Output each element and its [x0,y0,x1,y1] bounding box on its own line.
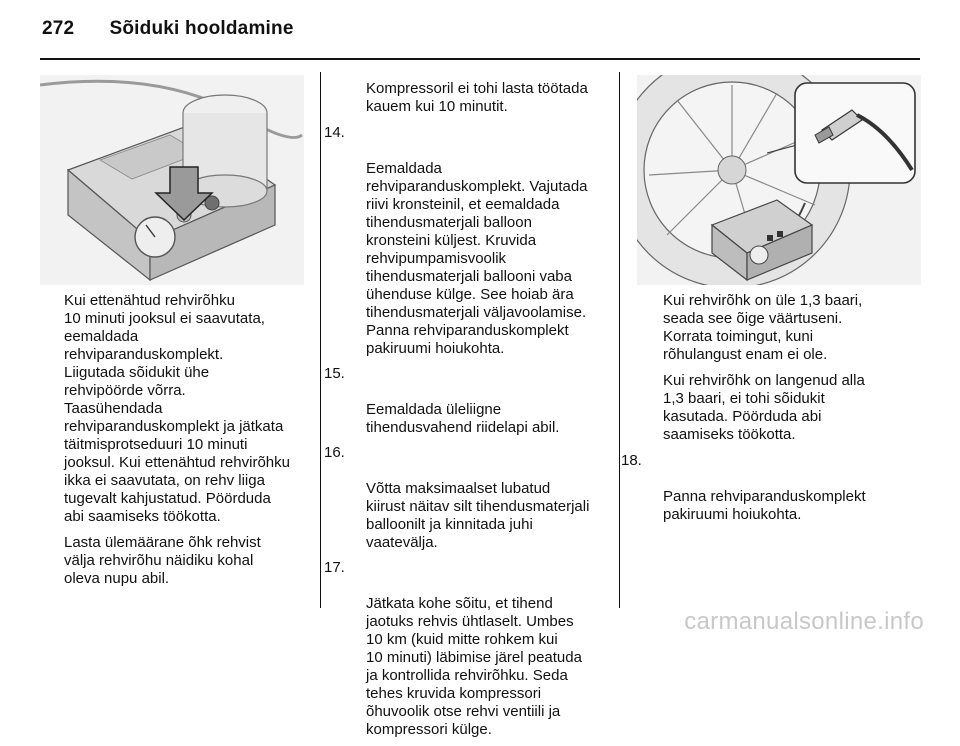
repair-kit-illustration [40,75,304,285]
step-text: Eemaldada rehviparanduskomplekt. Vajutada riivi kronsteinil, et eemaldada tihendusmaterjali balloon kronsteini küljest. Kruvida rehvipumpamisvoolik tihendusmaterjali ballooni vaba ühenduse külge. See hoiab ära tihendusmaterjali väljavoolamise. Panna rehviparanduskomplekt pakiruumi hoiukohta. [366,160,588,357]
middle-text-column [324,80,614,746]
paragraph-release-air: Lasta ülemäärane õhk rehvist välja rehvirõhu näidiku kohal oleva nupu abil. [64,534,261,587]
list-item-15 [324,365,614,437]
left-text-column [64,292,314,596]
paragraph-pressure-above: Kui rehvirõhk on üle 1,3 baari, seada see õige väärtuseni. Korrata toimingut, kuni rõhulangust enam ei ole. [663,292,863,363]
step-number: 16. [324,444,345,461]
paragraph-compressor-limit: Kompressoril ei tohi lasta töötada kauem kui 10 minutit. [366,80,588,115]
step-number: 14. [324,124,345,141]
repair-kit-drawing [40,75,304,285]
page-number: 272 [42,18,75,39]
paragraph-pressure-not-reached: Kui ettenähtud rehvirõhku 10 minuti jooksul ei saavutata, eemaldada rehviparanduskomplekt. Liigutada sõidukit ühe rehvipöörde võrra. Taasühendada rehviparanduskomplekt ja jätkata täitmisprotseduuri 10 minuti jooksul. Kui ettenähtud rehvirõhku ikka ei saavutata, on rehv liiga tugevalt kahjustatud. Pöörduda abi saamiseks töökotta. [64,292,290,525]
list-item-17 [324,559,614,739]
paragraph-pressure-below: Kui rehvirõhk on langenud alla 1,3 baari, ei tohi sõidukit kasutada. Pöörduda abi saamiseks töökotta. [663,372,865,443]
wheel-compressor-illustration [637,75,921,285]
step-number: 18. [621,452,642,469]
step-text: Võtta maksimaalset lubatud kiirust näitav silt tihendusmaterjali balloonilt ja kinnitada juhi vaatevälja. [366,480,590,551]
column-divider-left [320,72,321,608]
list-item-18 [621,452,921,524]
list-item-14 [324,124,614,358]
right-text-column [621,292,921,531]
list-item-16 [324,444,614,552]
column-divider-right [619,72,620,608]
step-number: 17. [324,559,345,576]
step-text: Eemaldada üleliigne tihendusvahend riidelapi abil. [366,401,560,436]
wheel-compressor-drawing [637,75,921,285]
watermark: carmanualsonline.info [684,608,924,635]
header-rule [40,58,920,60]
page-title: Sõiduki hooldamine [109,18,294,39]
step-number: 15. [324,365,345,382]
step-text: Jätkata kohe sõitu, et tihend jaotuks rehvis ühtlaselt. Umbes 10 km (kuid mitte rohkem kui 10 minuti) läbimise järel peatuda ja kontrollida rehvirõhku. Seda tehes kruvida kompressori õhuvoolik otse rehvi ventiili ja kompressori külge. [366,595,582,738]
step-text: Panna rehviparanduskomplekt pakiruumi hoiukohta. [663,488,866,523]
page-header [42,18,294,40]
